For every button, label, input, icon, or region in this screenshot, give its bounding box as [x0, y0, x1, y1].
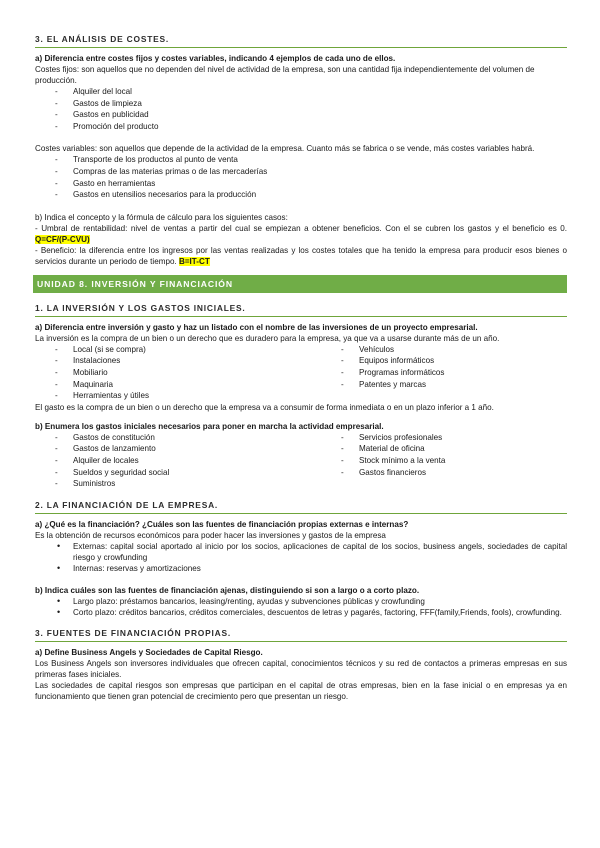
costes-variables-definition: Costes variables: son aquellos que depende de la actividad de la empresa. Cuanto más se fabrica o se vende, más costes variables habrá. — [35, 144, 535, 154]
list-item: - Local (si se compra) — [55, 344, 321, 356]
umbral-rentabilidad-paragraph — [35, 223, 567, 245]
list-item: - Gastos en publicidad — [55, 109, 567, 121]
list-item: • Largo plazo: préstamos bancarios, leasing/renting, ayudas y subvenciones públicas y crowfunding — [55, 596, 567, 607]
capital-riesgo-paragraph: Las sociedades de capital riesgos son empresas que participan en el capital de otras empresas, bien en la fase inicial o en empresas ya en funcionamiento que tienen gran potencial de crecimiento pero que presentan un riesgo. — [35, 680, 567, 701]
section-heading-financiacion: 2. LA FINANCIACIÓN DE LA EMPRESA. — [35, 498, 567, 514]
list-item: - Compras de las materias primas o de las mercaderías — [55, 166, 567, 178]
inversiones-list-right — [321, 344, 444, 402]
question-a-inversion: a) Diferencia entre inversión y gasto y haz un listado con el nombre de las inversiones de un proyecto empresarial. — [35, 322, 478, 332]
umbral-text: - Umbral de rentabilidad: nivel de ventas a partir del cual se empiezan a obtener beneficios. Con el se cubren los gastos y el beneficio es 0. — [35, 223, 567, 233]
list-item: - Material de oficina — [341, 443, 445, 455]
list-item: - Mobiliario — [55, 367, 321, 379]
inversiones-columns — [35, 344, 567, 402]
list-item: - Programas informáticos — [341, 367, 444, 379]
inversion-definition: La inversión es la compra de un bien o un derecho que es duradero para la empresa, ya que va a usarse durante más de un año. — [35, 333, 500, 343]
list-item: - Gastos de constitución — [55, 432, 321, 444]
list-item: - Suministros — [55, 478, 321, 490]
costes-variables-list — [35, 154, 567, 200]
question-a-financiacion: a) ¿Qué es la financiación? ¿Cuáles son las fuentes de financiación propias externas e internas? — [35, 519, 409, 529]
question-b-costes: b) Indica el concepto y la fórmula de cálculo para los siguientes casos: — [35, 212, 288, 222]
list-item: - Gastos en utensilios necesarios para la producción — [55, 189, 567, 201]
inversiones-list-left — [35, 344, 321, 402]
financiacion-propias-list — [35, 541, 567, 574]
list-item: - Servicios profesionales — [341, 432, 445, 444]
financiacion-definition: Es la obtención de recursos económicos para poder hacer las inversiones y gastos de la empresa — [35, 530, 386, 540]
gastos-columns — [35, 432, 567, 490]
list-item: - Stock mínimo a la venta — [341, 455, 445, 467]
list-item: - Gasto en herramientas — [55, 178, 567, 190]
section-heading-propias: 3. FUENTES DE FINANCIACIÓN PROPIAS. — [35, 626, 567, 642]
list-item: - Equipos informáticos — [341, 355, 444, 367]
question-a-costes: a) Diferencia entre costes fijos y costes variables, indicando 4 ejemplos de cada uno de ellos. — [35, 54, 396, 63]
beneficio-paragraph — [35, 245, 567, 267]
gastos-list-left — [35, 432, 321, 490]
list-item: - Instalaciones — [55, 355, 321, 367]
list-item: - Maquinaria — [55, 379, 321, 391]
costes-fijos-list — [35, 86, 567, 132]
business-angels-paragraph: Los Business Angels son inversores individuales que ofrecen capital, conocimientos técnicos y su red de contactos a primeras empresas en sus primeras fases iniciales. — [35, 658, 567, 679]
unit-heading: UNIDAD 8. INVERSIÓN Y FINANCIACIÓN — [33, 275, 567, 293]
list-item: - Gastos de limpieza — [55, 98, 567, 110]
list-item: - Sueldos y seguridad social — [55, 467, 321, 479]
section-heading-costes: 3. EL ANÁLISIS DE COSTES. — [35, 32, 567, 48]
gasto-definition: El gasto es la compra de un bien o un derecho que la empresa va a consumir de forma inmediata o en un plazo inferior a 1 año. — [35, 402, 494, 412]
costes-fijos-definition: Costes fijos: son aquellos que no dependen del nivel de actividad de la empresa, son una cantidad fija independientemente del volumen de producción. — [35, 65, 535, 85]
list-item: - Patentes y marcas — [341, 379, 444, 391]
beneficio-formula: B=IT-CT — [178, 256, 210, 266]
list-item: - Alquiler de locales — [55, 455, 321, 467]
list-item: - Promoción del producto — [55, 121, 567, 133]
list-item: - Transporte de los productos al punto de venta — [55, 154, 567, 166]
list-item: - Herramientas y útiles — [55, 390, 321, 402]
list-item: - Gastos de lanzamiento — [55, 443, 321, 455]
list-item: • Externas: capital social aportado al inicio por los socios, aplicaciones de capital de los socios, business angels, sociedades de capital riesgo y crowfunding — [55, 541, 567, 563]
gastos-list-right — [321, 432, 445, 490]
question-b-financiacion: b) Indica cuáles son las fuentes de financiación ajenas, distinguiendo si son a largo o a corto plazo. — [35, 585, 420, 595]
list-item: • Corto plazo: créditos bancarios, créditos comerciales, descuentos de letras y pagarés, factoring, FFF(family,Friends, fools), crowfunding. — [55, 607, 567, 618]
financiacion-ajenas-list — [35, 596, 567, 618]
list-item: - Alquiler del local — [55, 86, 567, 98]
section-heading-inversion: 1. LA INVERSIÓN Y LOS GASTOS INICIALES. — [35, 301, 567, 317]
list-item: - Vehículos — [341, 344, 444, 356]
question-a-propias: a) Define Business Angels y Sociedades de Capital Riesgo. — [35, 647, 263, 657]
question-b-inversion: b) Enumera los gastos iniciales necesarios para poner en marcha la actividad empresarial. — [35, 421, 384, 431]
umbral-formula: Q=CF/(P-CVU) — [35, 234, 90, 244]
list-item: - Gastos financieros — [341, 467, 445, 479]
beneficio-text: - Beneficio: la diferencia entre los ingresos por las ventas realizadas y los costes totales que ha tenido la empresa para producir esos bienes o servicios durante un periodo de tiempo. — [35, 245, 567, 266]
list-item: • Internas: reservas y amortizaciones — [55, 563, 567, 574]
